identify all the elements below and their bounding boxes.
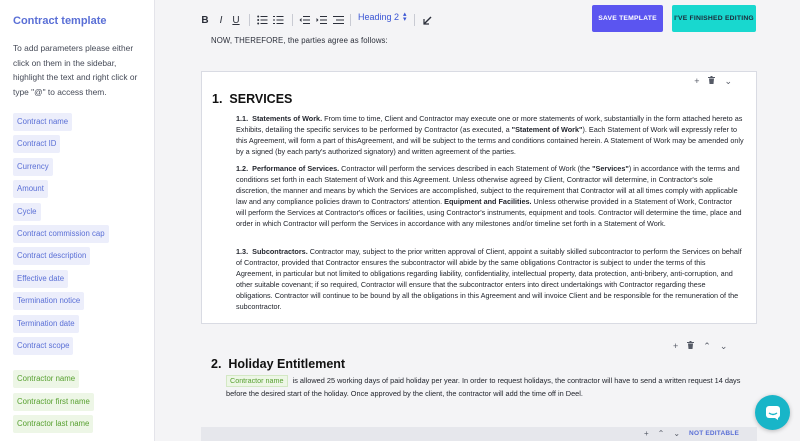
chevron-down-icon[interactable]: ⌄ xyxy=(673,429,681,438)
clause-text: Unless otherwise provided in a Statement of Work, Contractor will perform the Services at Contractor's offices or facilities, using Contractor's instruments, equipment and tools. Contractor will determine the time, place and order in which Contractor will perform the Services in accordance with any milestones and/or timeline set forth in a Statement of Work. xyxy=(236,196,742,228)
sidebar-param-contract-id[interactable]: Contract ID xyxy=(13,135,60,153)
section-number: 1. xyxy=(212,92,223,106)
clause-number: 1.1. xyxy=(236,114,249,123)
select-arrows-icon: ▴ ▾ xyxy=(403,11,407,23)
section-title xyxy=(212,92,292,106)
clause-number: 1.3. xyxy=(236,247,249,256)
sidebar-param-currency[interactable]: Currency xyxy=(13,158,53,176)
section-title-text: SERVICES xyxy=(229,92,293,106)
sidebar-param-termination-date[interactable]: Termination date xyxy=(13,315,79,333)
sidebar-description: To add parameters please either click on them in the sidebar, highlight the text and right click or type "@" to access them. xyxy=(13,43,138,97)
holiday-clause xyxy=(226,374,750,401)
clause-text: ) in accordance with the terms and conditions set forth in each Statement of Work and this Agreement. Unless otherwise agreed by Client, Contractor will determine, in Contractor's sole discretion, the manner and means by which the Services are accomplished, subject to the requirement that Contractor will at all times comply with applicable law and any compliance policies drawn to Contractors' attention. xyxy=(236,164,740,206)
chat-support-button[interactable] xyxy=(755,395,790,430)
sidebar-param-effective-date[interactable]: Effective date xyxy=(13,270,68,288)
contract-params-list xyxy=(13,111,154,357)
clear-format-icon[interactable] xyxy=(422,12,434,28)
sidebar-param-contract-commission-cap[interactable]: Contract commission cap xyxy=(13,225,109,243)
contractor-name-param[interactable]: Contractor name xyxy=(226,375,288,387)
sidebar-param-amount[interactable]: Amount xyxy=(13,180,48,198)
contractor-params-list xyxy=(13,368,154,435)
heading-select-value: Heading 2 xyxy=(358,12,400,22)
save-template-button[interactable]: SAVE TEMPLATE xyxy=(592,5,663,32)
clause-heading: Statements of Work. xyxy=(252,114,323,123)
sidebar-param-contract-name[interactable]: Contract name xyxy=(13,113,72,131)
defined-term: "Statement of Work" xyxy=(511,124,583,134)
chevron-down-icon[interactable]: ⌄ xyxy=(719,341,728,351)
outdent-icon[interactable] xyxy=(298,12,310,28)
defined-term: Equipment and Facilities. xyxy=(444,196,532,206)
sidebar-title: Contract template xyxy=(13,15,107,27)
clause-text: is allowed 25 working days of paid holiday per year. In order to request holidays, the contractor will have to send a written request 14 days before the desired start of the holiday. Once approved by the client, the contractor will add the time off in Deel. xyxy=(226,376,741,399)
clause-text: Contractor may, subject to the prior written approval of Client, appoint a suitably skilled subcontractor to perform the Services on behalf of Contractor, provided that Contractor ensures the subcontractor will abide by the same obligations Contractor is subject to under the terms of this Agreement, in particular but not limited to obligations regarding liability, confidentiality, intellectual property, data protection, anti-bribery, anti-corruption, and other suitable covenant; if so required, Contractor will ensure that the subcontractor enters into direct undertakings with Contractor regarding these obligations. Contractor will continue to be bound by all the obligations in this Agreement and will invoice Client and be responsible for the remuneration of the subcontractor. xyxy=(236,247,742,311)
chevron-up-icon[interactable]: ⌃ xyxy=(703,341,711,351)
add-icon[interactable]: + xyxy=(694,76,700,86)
section-services-block[interactable] xyxy=(201,71,757,324)
not-editable-block xyxy=(201,427,757,441)
clause-text: From time to time, Client and Contractor may execute one or more statements of work, substantially in the form attached hereto as Exhibits, detailing the specific services to be performed by Contractor (as executed, a xyxy=(236,114,743,134)
sidebar-param-contract-description[interactable]: Contract description xyxy=(13,247,90,265)
clause-text: ). Each Statement of Work will expressly refer to this Agreement, will form a part of thisAgreement, and will be subject to the terms and conditions contained herein. A Statement of Work may be amended only by a signed (by each party's authorized signatory) and written agreement of the parties. xyxy=(236,124,744,156)
clause-1-2 xyxy=(236,164,744,229)
finished-editing-button[interactable]: I'VE FINISHED EDITING xyxy=(672,5,756,32)
clause-number: 1.2. xyxy=(236,164,249,173)
trash-icon[interactable] xyxy=(708,76,715,87)
sidebar-param-contractor-last-name[interactable]: Contractor last name xyxy=(13,415,93,433)
sidebar-param-contract-scope[interactable]: Contract scope xyxy=(13,337,73,355)
chevron-up-icon[interactable]: ⌃ xyxy=(657,429,665,438)
bullet-list-icon[interactable] xyxy=(256,12,268,28)
italic-button[interactable]: I xyxy=(219,14,223,26)
clause-heading: Subcontractors. xyxy=(252,247,308,256)
clause-1-1 xyxy=(236,114,744,158)
sidebar-param-contractor-name[interactable]: Contractor name xyxy=(13,370,79,388)
add-icon[interactable]: + xyxy=(643,429,649,438)
editor-toolbar xyxy=(155,0,800,40)
heading-select[interactable] xyxy=(358,12,407,22)
sidebar-param-contractor-first-name[interactable]: Contractor first name xyxy=(13,393,94,411)
sidebar-param-cycle[interactable]: Cycle xyxy=(13,203,41,221)
clause-1-3 xyxy=(236,247,744,312)
align-icon[interactable] xyxy=(332,12,344,28)
numbered-list-icon[interactable] xyxy=(272,12,284,28)
section-2-tools xyxy=(673,341,727,352)
block-tools xyxy=(694,76,732,87)
trash-icon[interactable] xyxy=(687,341,694,352)
sidebar xyxy=(0,0,155,441)
add-icon[interactable]: + xyxy=(673,341,679,351)
bold-button[interactable]: B xyxy=(201,14,209,26)
defined-term: "Services" xyxy=(592,164,629,173)
underline-button[interactable]: U xyxy=(232,14,240,26)
clause-heading: Performance of Services. xyxy=(252,164,340,173)
preamble-text: NOW, THEREFORE, the parties agree as follows: xyxy=(211,36,388,45)
clause-text: Contractor will perform the services described in each Statement of Work (the xyxy=(339,164,593,173)
chevron-down-icon[interactable]: ⌄ xyxy=(724,76,732,86)
chat-icon xyxy=(765,405,781,421)
sidebar-param-termination-notice[interactable]: Termination notice xyxy=(13,292,84,310)
section-title-text: Holiday Entitlement xyxy=(228,357,346,371)
section-number: 2. xyxy=(211,357,222,371)
section-2-title xyxy=(211,357,345,371)
not-editable-label: NOT EDITABLE xyxy=(689,430,739,437)
indent-icon[interactable] xyxy=(315,12,327,28)
